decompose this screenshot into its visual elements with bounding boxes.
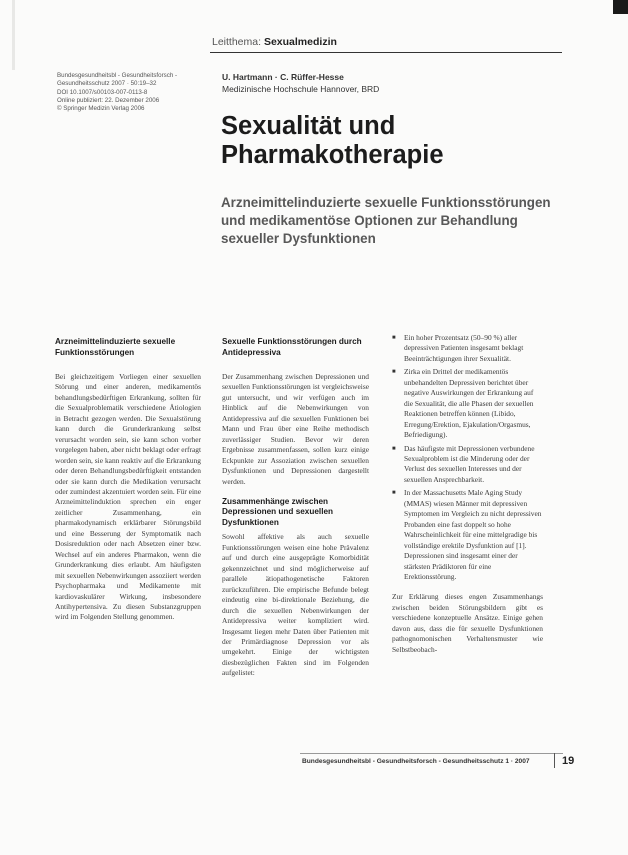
section-heading: Arzneimittelinduzierte sexuelle Funktionsstörungen (55, 337, 176, 357)
list-item: ■ Zirka ein Drittel der medikamentös unbehandelten Depressiven berichtet über negative Auswirkungen der Erkrankung auf die Sexualität, die alle Phasen der sexuellen Reaktionen betreffen können (Libido, Erregung/Erektion, Ejakulation/Orgasmus, Befriedigung). (392, 367, 543, 440)
meta-doi: DOI 10.1007/s00103-007-0113-8 (57, 88, 148, 96)
body-paragraph: Bei gleichzeitigem Vorliegen einer sexuellen Störung und einer anderen, medikamentös behandlungsbedürftigen Erkrankung, sollten für die Sexualproblematik verschiedene Ätiologien in Betracht gezogen werden. Die Sexualstörung kann durch die Grunderkrankung selbst verursacht worden sein, sie kann schon vorher vorgelegen haben, aber nicht beklagt oder erfragt worden sein, sie kann reaktiv auf die Erkrankung oder deren Behandlungsbedürftigkeit entstanden oder sie kann durch die Medikation verursacht oder zumindest akzentuiert worden sein. Für eine Arzneimittelinduktion sprechen ein enger zeitlicher Zusammenhang, ein pharmakodynamisch erklärbarer Störungsbild und eine Besserung der Symptomatik nach Dosisreduktion oder nach Absetzen einer bzw. Wechsel auf ein anderes Pharmakon, wenn die Grunderkrankung dies erlaubt. Am häufigsten mit sexuellen Nebenwirkungen assoziiert werden Psychopharmaka und Medikamente mit kardiovaskulärer Wirkung, insbesondere Antihypertensiva. Zu diesen Substanzgruppen wird im Folgenden Stellung genommen. (55, 372, 201, 622)
author-affiliation: Medizinische Hochschule Hannover, BRD (222, 83, 380, 94)
article-subtitle: Arzneimittelinduzierte sexuelle Funktionsstörungen und medikamentöse Optionen zur Behandlung sexueller Dysfunktionen (221, 195, 551, 246)
running-header (212, 36, 337, 48)
page-corner-mark (613, 0, 628, 14)
meta-journal: Bundesgesundheitsbl - Gesundheitsforsch - (57, 72, 178, 79)
column-1 (55, 337, 201, 631)
article-title (221, 112, 444, 170)
author-names: U. Hartmann · C. Rüffer-Hesse (222, 72, 344, 82)
subsection-heading: Zusammenhänge zwischen Depressionen und sexuellen Dysfunktionen (222, 496, 334, 527)
author-block (222, 72, 379, 95)
title-line-1: Sexualität und (221, 112, 396, 140)
fact-list (392, 333, 543, 582)
footer-rule (300, 753, 563, 754)
scan-edge (12, 0, 15, 70)
meta-online-date: Online publiziert: 22. Dezember 2006 (57, 96, 160, 104)
list-item: ■ Ein hoher Prozentsatz (50–90 %) aller depressiven Patienten insgesamt beklagt Beeinträchtigungen ihrer Sexualität. (392, 333, 543, 364)
column-2 (222, 337, 369, 687)
meta-volume: Gesundheitsschutz 2007 · 50:19–32 (57, 80, 157, 88)
body-paragraph: Zur Erklärung dieses engen Zusammenhangs zwischen beiden Störungsbildern gibt es verschiedene konzeptuelle Ansätze. Einige gehen davon aus, dass die für sexuelle Dysfunktionen pathognomonischen Verhaltensmuster wie Selbstbeobach- (392, 592, 543, 654)
running-footer: Bundesgesundheitsbl - Gesundheitsforsch - Gesundheitsschutz 1 · 2007 (302, 758, 530, 765)
publication-meta (57, 72, 197, 113)
body-paragraph: Sowohl affektive als auch sexuelle Funktionsstörungen weisen eine hohe Prävalenz auf und durch eine ausgeprägte Komorbidität gekennzeichnet und sind möglicherweise auf parallele ätiopathogenetische Faktoren zurückzuführen. Die empirische Befunde belegt eindeutig eine bi-direktionale Beziehung, die durch die sexuellen Nebenwirkungen der Antidepressiva weiter kompliziert wird. Insgesamt liegen mehr Daten über Patienten mit der Primärdiagnose Depression vor als umgekehrt. Einige der wichtigsten diesbezüglichen Fakten sind im Folgenden aufgelistet: (222, 532, 369, 678)
header-category: Leitthema: (212, 36, 262, 48)
list-item: ■ In der Massachusetts Male Aging Study (MMAS) wiesen Männer mit depressiven Symptomen im Vergleich zu nicht depressiven Probanden eine fast doppelt so hohe Wahrscheinlichkeit für eine mittelgradige bis vollständige erektile Dysfunktion auf [1]. Depressionen sind insgesamt einer der stärksten Prädiktoren für eine Erektionsstörung. (392, 488, 543, 582)
page-number: 19 (562, 755, 575, 767)
footer-divider (554, 753, 555, 768)
header-topic: Sexualmedizin (263, 36, 337, 48)
column-3 (392, 333, 543, 663)
list-item: ■ Das häufigste mit Depressionen verbundene Sexualproblem ist die Minderung oder der Verlust des sexuellen Interesses und der sexuellen Ansprechbarkeit. (392, 444, 543, 486)
meta-copyright: © Springer Medizin Verlag 2006 (57, 105, 145, 113)
header-rule (210, 52, 562, 53)
title-line-2: Pharmakotherapie (221, 141, 444, 169)
body-paragraph: Der Zusammenhang zwischen Depressionen und sexuellen Funktionsstörungen ist vergleichsweise gut untersucht, und wir verfügen auch im Hinblick auf die Nebenwirkungen von Antidepressiva auf die sexuellen Funktionen bei Mann und Frau über eine Reihe methodisch zuverlässiger Studien. Bevor wir deren Ergebnisse zusammenfassen, sollen kurz einige Eckpunkte zur Assoziation zwischen sexuellen Dysfunktionen und Depressionen dargestellt werden. (222, 372, 369, 486)
section-heading: Sexuelle Funktionsstörungen durch Antidepressiva (222, 337, 362, 357)
